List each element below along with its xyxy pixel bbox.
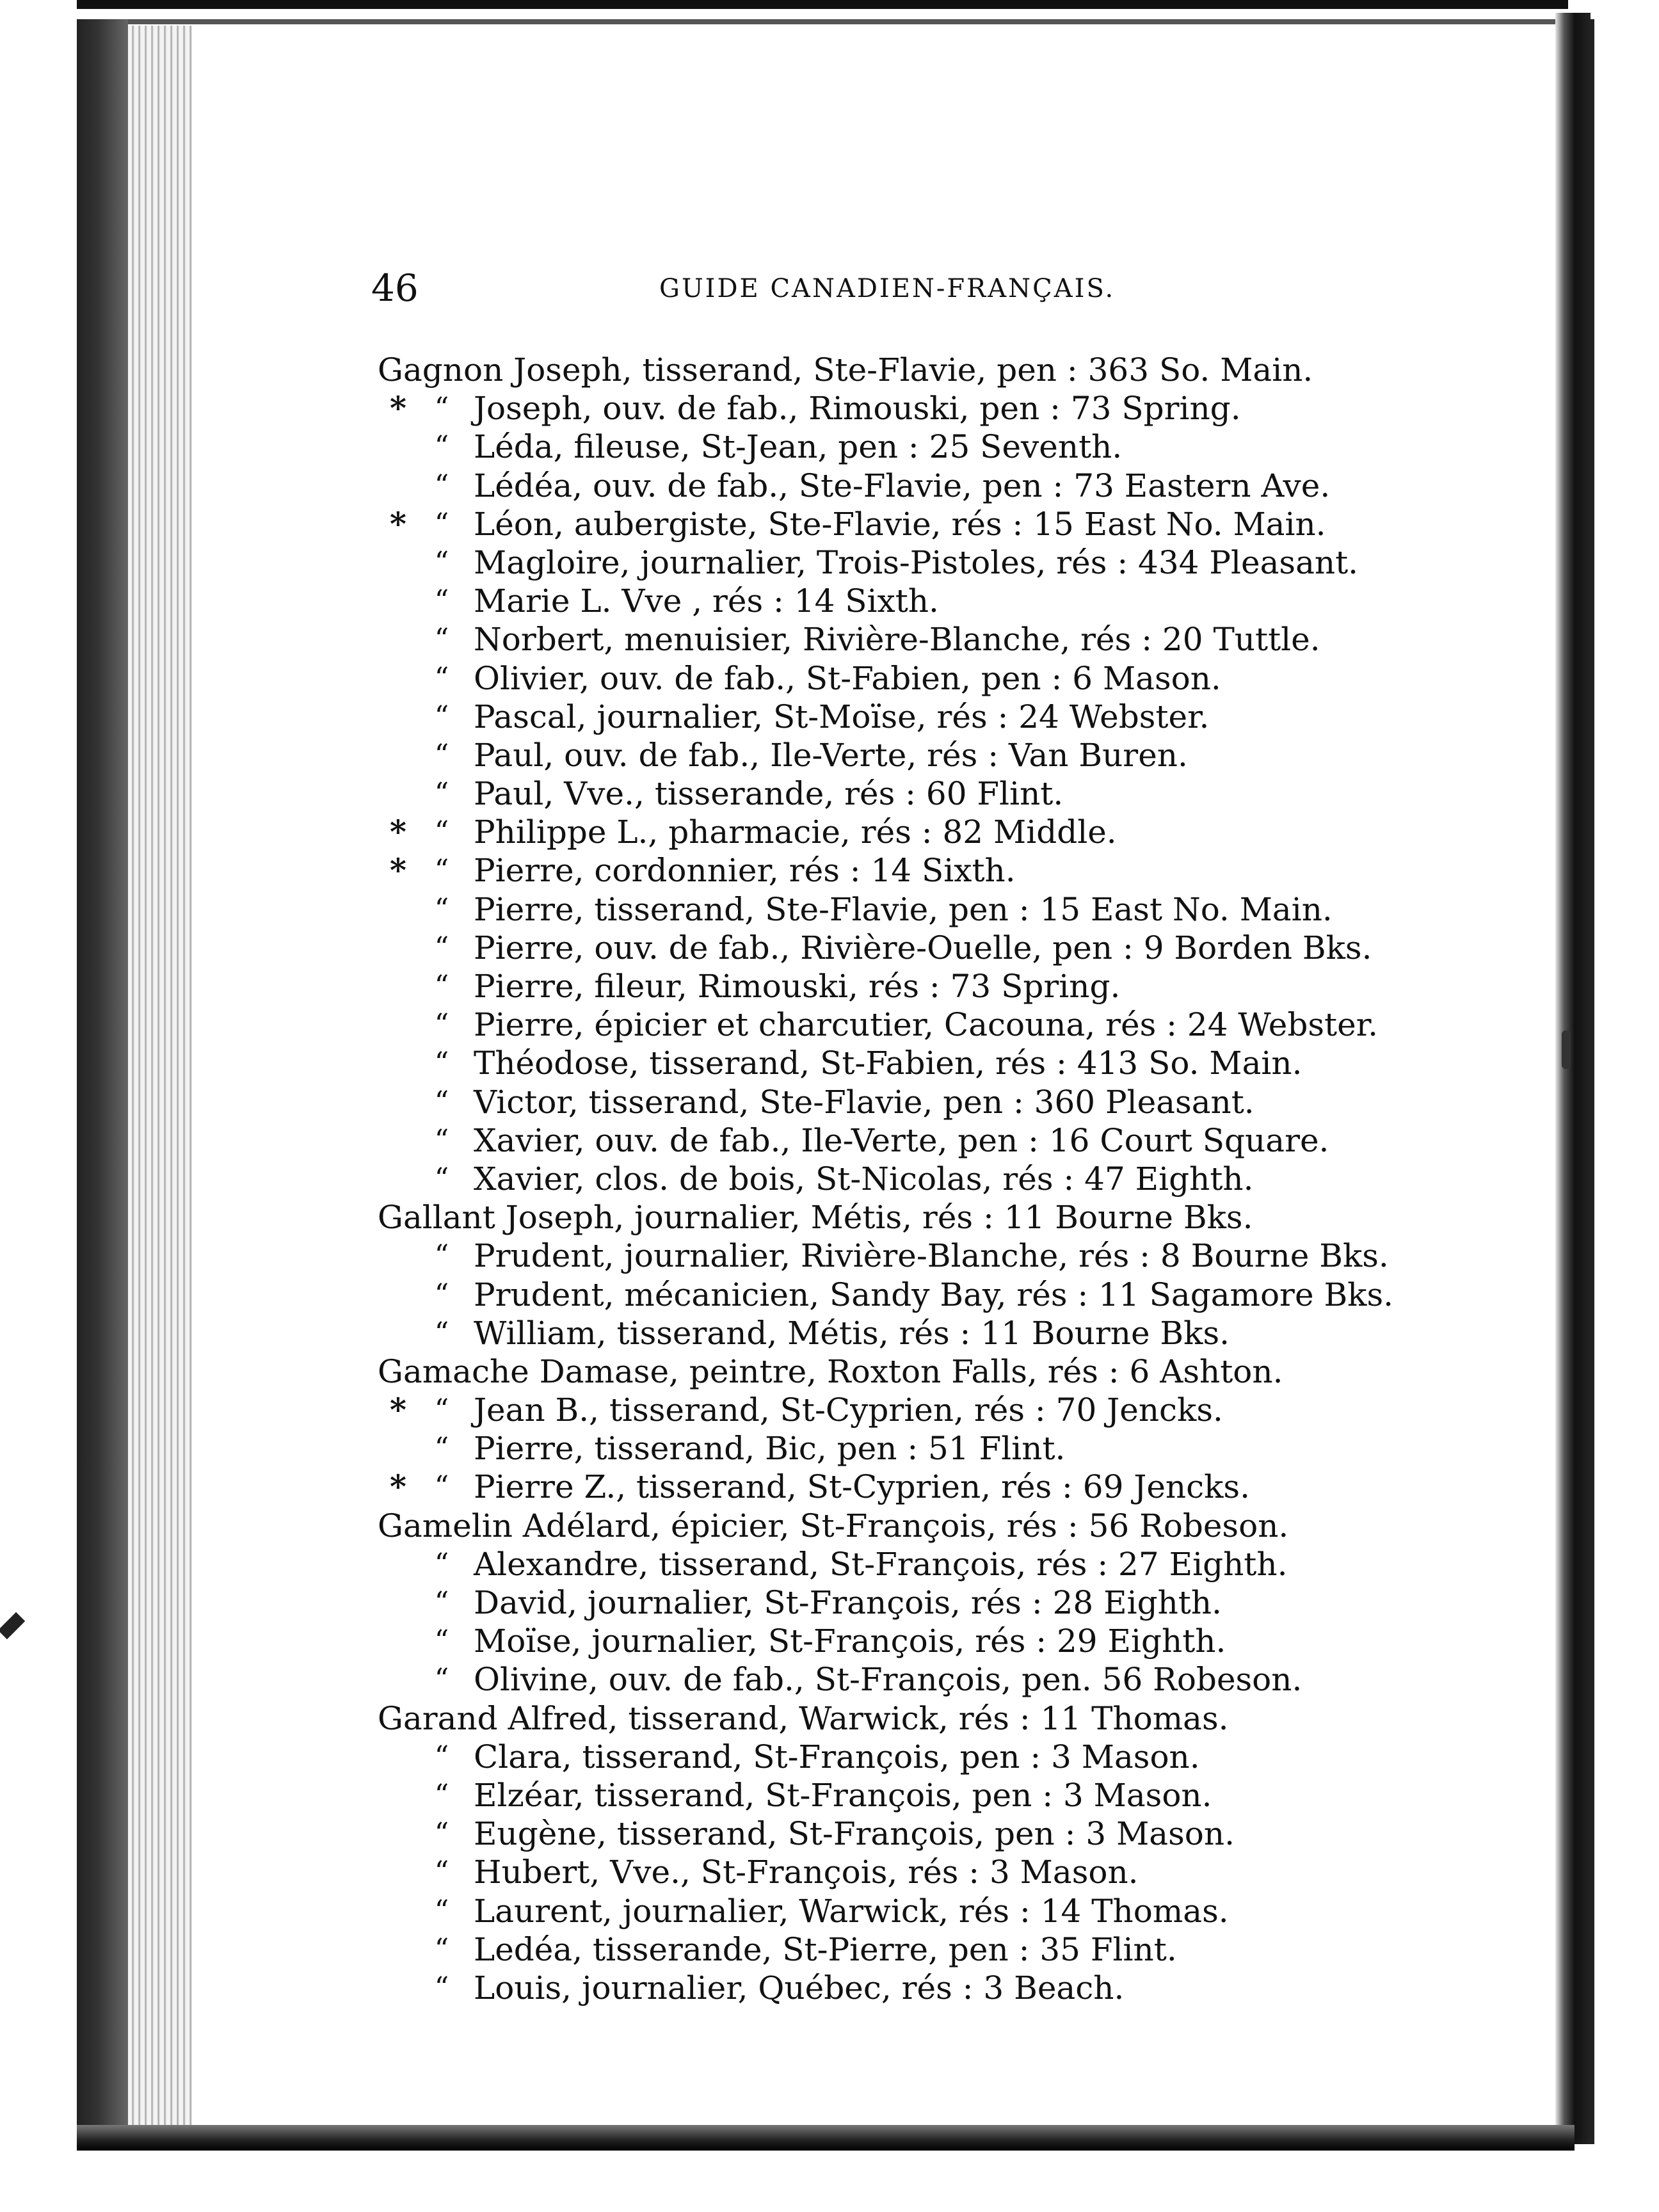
entry-text: Ledéa, tisserande, St-Pierre, pen : 35 Flint. (474, 1930, 1177, 1968)
directory-entry (378, 1507, 1581, 1545)
entry-text: Pierre Z., tisserand, St-Cyprien, rés : 69 Jencks. (474, 1468, 1250, 1506)
surname-entry-text: Gamache Damase, peintre, Roxton Falls, rés : 6 Ashton. (378, 1352, 1283, 1390)
ditto-mark: “ (434, 1586, 449, 1619)
directory-entry (378, 1738, 1581, 1776)
directory-entry (378, 736, 1581, 774)
directory-entry (378, 1583, 1581, 1622)
asterisk-mark: * (389, 813, 407, 851)
directory-entry (378, 659, 1581, 698)
entry-text: Louis, journalier, Québec, rés : 3 Beach. (474, 1969, 1125, 2007)
scanner-top-shadow (77, 19, 1568, 24)
directory-entry (378, 851, 1581, 890)
entry-text: Magloire, journalier, Trois-Pistoles, rés : 434 Pleasant. (474, 543, 1359, 581)
entry-text: Pierre, cordonnier, rés : 14 Sixth. (474, 852, 1016, 890)
entry-text: Lédéa, ouv. de fab., Ste-Flavie, pen : 73 Eastern Ave. (474, 467, 1331, 504)
directory-entry (378, 1930, 1581, 1969)
scan-speck (0, 1612, 25, 1639)
entry-text: Elzéar, tisserand, St-François, pen : 3 Mason. (474, 1776, 1212, 1814)
ditto-mark: “ (434, 623, 449, 656)
ditto-mark: “ (434, 1624, 449, 1658)
ditto-mark: “ (434, 700, 449, 733)
entry-text: Pierre, ouv. de fab., Rivière-Ouelle, pen : 9 Borden Bks. (474, 929, 1372, 966)
ditto-mark: “ (434, 1316, 449, 1349)
asterisk-mark: * (389, 1468, 407, 1506)
asterisk-mark: * (389, 389, 407, 428)
directory-entries (378, 351, 1581, 2007)
directory-entry (378, 1160, 1581, 1198)
directory-entry (378, 1468, 1581, 1506)
entry-text: William, tisserand, Métis, rés : 11 Bourne Bks. (474, 1314, 1230, 1352)
scanner-bottom-edge (77, 2125, 1575, 2151)
surname-entry-text: Garand Alfred, tisserand, Warwick, rés : 11 Thomas. (378, 1699, 1229, 1737)
asterisk-mark: * (389, 1391, 407, 1429)
directory-entry (378, 505, 1581, 543)
entry-text: Léda, fileuse, St-Jean, pen : 25 Seventh. (474, 428, 1123, 466)
entry-text: Eugène, tisserand, St-François, pen : 3 Mason. (474, 1815, 1235, 1853)
entry-text: Théodose, tisserand, St-Fabien, rés : 413 So. Main. (474, 1045, 1302, 1082)
ditto-mark: “ (434, 1740, 449, 1773)
entry-text: Olivine, ouv. de fab., St-François, pen. 56 Robeson. (474, 1661, 1302, 1699)
ditto-mark: “ (434, 892, 449, 926)
ditto-mark: “ (434, 738, 449, 771)
ditto-mark: “ (434, 1432, 449, 1465)
ditto-mark: “ (434, 430, 449, 463)
ditto-mark: “ (434, 507, 449, 540)
surname-entry-text: Gamelin Adélard, épicier, St-François, rés : 56 Robeson. (378, 1507, 1289, 1544)
ditto-mark: “ (434, 1894, 449, 1927)
ditto-mark: “ (434, 1085, 449, 1118)
ditto-mark: “ (434, 1123, 449, 1157)
directory-entry (378, 1352, 1581, 1391)
directory-entry (378, 1815, 1581, 1853)
entry-text: Joseph, ouv. de fab., Rimouski, pen : 73 Spring. (474, 390, 1241, 428)
entry-text: Moïse, journalier, St-François, rés : 29 Eighth. (474, 1623, 1226, 1660)
directory-entry (378, 1198, 1581, 1237)
directory-entry (378, 1121, 1581, 1160)
entry-text: Pierre, épicier et charcutier, Cacouna, rés : 24 Webster. (474, 1006, 1378, 1044)
ditto-mark: “ (434, 545, 449, 579)
ditto-mark: “ (434, 1932, 449, 1966)
entry-text: Victor, tisserand, Ste-Flavie, pen : 360 Pleasant. (474, 1083, 1254, 1121)
directory-entry (378, 1660, 1581, 1699)
ditto-mark: “ (434, 1046, 449, 1080)
entry-text: Marie L. Vve , rés : 14 Sixth. (474, 582, 939, 620)
directory-entry (378, 1044, 1581, 1082)
entry-text: Paul, ouv. de fab., Ile-Verte, rés : Van Buren. (474, 736, 1188, 774)
directory-entry (378, 543, 1581, 582)
directory-entry (378, 1429, 1581, 1468)
entry-text: Olivier, ouv. de fab., St-Fabien, pen : 6 Mason. (474, 659, 1221, 697)
ditto-mark: “ (434, 854, 449, 887)
ditto-mark: “ (434, 392, 449, 425)
surname-entry-text: Gallant Joseph, journalier, Métis, rés : 11 Bourne Bks. (378, 1199, 1253, 1237)
directory-entry (378, 620, 1581, 659)
ditto-mark: “ (434, 1855, 449, 1889)
entry-text: Hubert, Vve., St-François, rés : 3 Mason. (474, 1854, 1139, 1891)
ditto-mark: “ (434, 777, 449, 810)
directory-entry (378, 1699, 1581, 1738)
ditto-mark: “ (434, 815, 449, 849)
ditto-mark: “ (434, 931, 449, 964)
ditto-mark: “ (434, 1971, 449, 2004)
facing-page (1591, 19, 1659, 2144)
page-header (371, 262, 1299, 314)
directory-entry (378, 1853, 1581, 1891)
ditto-mark: “ (434, 1239, 449, 1272)
directory-entry (378, 967, 1581, 1006)
directory-entry (378, 1083, 1581, 1121)
asterisk-mark: * (389, 504, 407, 543)
directory-entry (378, 1622, 1581, 1660)
entry-text: Pierre, tisserand, Bic, pen : 51 Flint. (474, 1430, 1066, 1468)
ditto-mark: “ (434, 1817, 449, 1850)
directory-entry (378, 929, 1581, 967)
directory-entry (378, 1776, 1581, 1815)
directory-entry (378, 1545, 1581, 1583)
directory-entry (378, 389, 1581, 428)
directory-entry (378, 774, 1581, 813)
entry-text: Prudent, journalier, Rivière-Blanche, rés : 8 Bourne Bks. (474, 1237, 1389, 1275)
ditto-mark: “ (434, 1663, 449, 1696)
directory-entry (378, 813, 1581, 851)
directory-entry (378, 1314, 1581, 1352)
ditto-mark: “ (434, 1393, 449, 1427)
entry-text: Clara, tisserand, St-François, pen : 3 Mason. (474, 1738, 1200, 1775)
directory-entry (378, 1006, 1581, 1044)
entry-text: Philippe L., pharmacie, rés : 82 Middle. (474, 813, 1117, 851)
entry-text: David, journalier, St-François, rés : 28 Eighth. (474, 1584, 1222, 1621)
directory-entry (378, 1237, 1581, 1275)
entry-text: Pierre, tisserand, Ste-Flavie, pen : 15 East No. Main. (474, 890, 1333, 928)
entry-text: Alexandre, tisserand, St-François, rés : 27 Eighth. (474, 1545, 1288, 1583)
page-number: 46 (371, 266, 419, 310)
entry-text: Xavier, clos. de bois, St-Nicolas, rés : 47 Eighth. (474, 1160, 1254, 1198)
directory-entry (378, 1892, 1581, 1930)
directory-entry (378, 1391, 1581, 1429)
ditto-mark: “ (434, 1162, 449, 1195)
surname-entry-text: Gagnon Joseph, tisserand, Ste-Flavie, pen : 363 So. Main. (378, 351, 1313, 389)
asterisk-mark: * (389, 851, 407, 890)
directory-entry (378, 890, 1581, 929)
entry-text: Laurent, journalier, Warwick, rés : 14 Thomas. (474, 1892, 1229, 1930)
ditto-mark: “ (434, 1778, 449, 1811)
directory-entry (378, 351, 1581, 389)
ditto-mark: “ (434, 1470, 449, 1503)
entry-text: Prudent, mécanicien, Sandy Bay, rés : 11 Sagamore Bks. (474, 1276, 1394, 1313)
directory-entry (378, 582, 1581, 620)
entry-text: Pascal, journalier, St-Moïse, rés : 24 Webster. (474, 698, 1210, 735)
running-title: GUIDE CANADIEN-FRANÇAIS. (659, 274, 1116, 303)
scanner-top-edge (77, 0, 1568, 9)
entry-text: Paul, Vve., tisserande, rés : 60 Flint. (474, 775, 1064, 813)
page (192, 26, 1555, 2125)
book-spine-edge (77, 19, 128, 2125)
ditto-mark: “ (434, 469, 449, 502)
ditto-mark: “ (434, 661, 449, 694)
ditto-mark: “ (434, 1278, 449, 1311)
ditto-mark: “ (434, 1547, 449, 1580)
ditto-mark: “ (434, 584, 449, 618)
directory-entry (378, 698, 1581, 736)
entry-text: Léon, aubergiste, Ste-Flavie, rés : 15 East No. Main. (474, 505, 1326, 543)
entry-text: Jean B., tisserand, St-Cyprien, rés : 70 Jencks. (474, 1391, 1223, 1429)
ditto-mark: “ (434, 970, 449, 1002)
page-stack-edge (128, 26, 194, 2138)
entry-text: Norbert, menuisier, Rivière-Blanche, rés : 20 Tuttle. (474, 621, 1320, 659)
ditto-mark: “ (434, 1008, 449, 1041)
entry-text: Pierre, fileur, Rimouski, rés : 73 Spring. (474, 968, 1121, 1005)
directory-entry (378, 428, 1581, 466)
directory-entry (378, 467, 1581, 505)
directory-entry (378, 1276, 1581, 1314)
entry-text: Xavier, ouv. de fab., Ile-Verte, pen : 16 Court Square. (474, 1121, 1329, 1159)
directory-entry (378, 1969, 1581, 2007)
